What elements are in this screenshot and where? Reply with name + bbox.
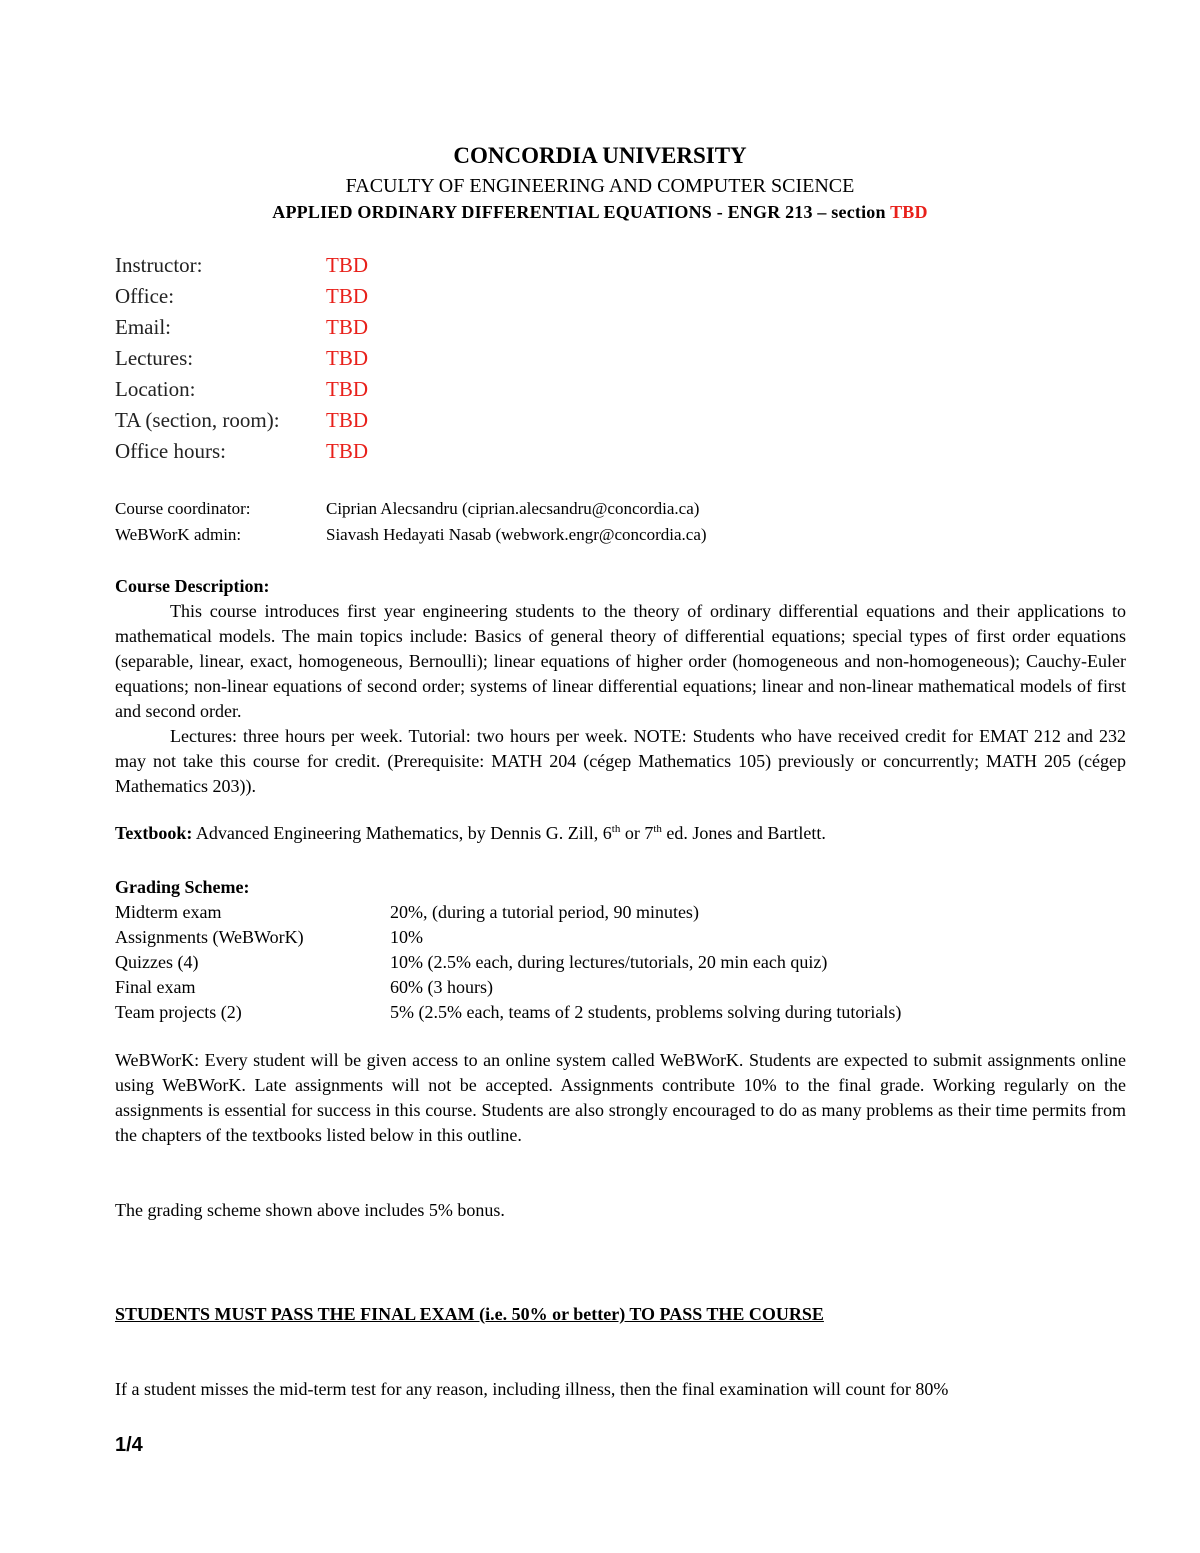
- info-value: TBD: [326, 377, 368, 401]
- grading-item: Midterm exam: [115, 902, 222, 922]
- grading-item: Assignments (WeBWorK): [115, 927, 304, 947]
- bonus-note: The grading scheme shown above includes 5% bonus.: [115, 1200, 505, 1220]
- grading-weight: 10% (2.5% each, during lectures/tutorials, 20 min each quiz): [390, 952, 828, 972]
- must-pass-notice: STUDENTS MUST PASS THE FINAL EXAM (i.e. 50% or better) TO PASS THE COURSE: [115, 1304, 824, 1324]
- grading-item: Team projects (2): [115, 1002, 242, 1022]
- textbook-line: [115, 821, 1126, 846]
- grading-weight: 20%, (during a tutorial period, 90 minutes): [390, 902, 699, 922]
- grading-row: [115, 900, 1115, 925]
- info-value: TBD: [326, 408, 368, 432]
- info-value: TBD: [326, 439, 368, 463]
- grading-weight: 10%: [390, 927, 423, 947]
- grading-item: Quizzes (4): [115, 952, 199, 972]
- course-description: [115, 574, 1126, 799]
- webwork-paragraph: WeBWorK: Every student will be given access to an online system called WeBWorK. Students are expected to submit assignments online using WeBWorK. Late assignments will not be accepted. Assignments contribute 10% to the final grade. Working regularly on the assignments is essential for success in this course. Students are also strongly encouraged to do as many problems as their time permits from the chapters of the textbooks listed below in this outline.: [115, 1050, 1126, 1145]
- grading-weight: 60% (3 hours): [390, 977, 493, 997]
- grading-row: [115, 1000, 1115, 1025]
- info-label: Office:: [115, 284, 175, 308]
- section-value: TBD: [890, 202, 928, 222]
- info-value: TBD: [326, 253, 368, 277]
- info-label: TA (section, room):: [115, 408, 280, 432]
- faculty-title: FACULTY OF ENGINEERING AND COMPUTER SCIENCE: [345, 175, 855, 197]
- university-title: CONCORDIA UNIVERSITY: [453, 143, 747, 168]
- contact-label: WeBWorK admin:: [115, 525, 242, 544]
- contact-row: [115, 522, 1115, 548]
- grading-row: [115, 925, 1115, 950]
- textbook-text: or 7: [620, 823, 654, 843]
- contact-value: Ciprian Alecsandru (ciprian.alecsandru@concordia.ca): [326, 499, 700, 518]
- info-label: Lectures:: [115, 346, 194, 370]
- textbook-text: Advanced Engineering Mathematics, by Dennis G. Zill, 6: [192, 823, 612, 843]
- prerequisite-paragraph: Lectures: three hours per week. Tutorial: two hours per week. NOTE: Students who have received credit for EMAT 212 and 232 may not take this course for credit. (Prerequisite: MATH 204 (cégep Mathematics 105) previously or concurrently; MATH 205 (cégep Mathematics 203)).: [115, 726, 1126, 796]
- course-title: [0, 202, 1200, 223]
- textbook-label: Textbook:: [115, 823, 193, 843]
- textbook-sup: th: [611, 823, 621, 835]
- info-label: Location:: [115, 377, 196, 401]
- contacts-block: [115, 496, 1115, 548]
- info-value: TBD: [326, 346, 368, 370]
- grading-row: [115, 950, 1115, 975]
- info-label: Instructor:: [115, 253, 203, 277]
- info-label: Office hours:: [115, 439, 226, 463]
- textbook-sup: th: [653, 823, 662, 835]
- page-number: 1/4: [115, 1434, 143, 1456]
- description-heading: Course Description:: [115, 576, 270, 596]
- contact-label: Course coordinator:: [115, 499, 251, 518]
- grading-weight: 5% (2.5% each, teams of 2 students, problems solving during tutorials): [390, 1002, 902, 1022]
- grading-item: Final exam: [115, 977, 196, 997]
- info-label: Email:: [115, 315, 171, 339]
- contact-value: Siavash Hedayati Nasab (webwork.engr@concordia.ca): [326, 525, 707, 544]
- course-title-text: APPLIED ORDINARY DIFFERENTIAL EQUATIONS - ENGR 213 – section: [272, 202, 886, 222]
- grading-row: [115, 975, 1115, 1000]
- midterm-note: If a student misses the mid-term test for any reason, including illness, then the final examination will count for 80%: [115, 1379, 949, 1399]
- description-paragraph: This course introduces first year engineering students to the theory of ordinary differential equations and their applications to mathematical models. The main topics include: Basics of general theory of differential equations; special types of first order equations (separable, linear, exact, homogeneous, Bernoulli); linear equations of higher order (homogeneous and non-homogeneous); Cauchy-Euler equations; non-linear equations of second order; systems of linear differential equations; linear and non-linear mathematical models of first and second order.: [115, 601, 1126, 721]
- textbook-text: ed. Jones and Bartlett.: [661, 823, 826, 843]
- grading-scheme: [115, 875, 1115, 1025]
- info-value: TBD: [326, 284, 368, 308]
- info-value: TBD: [326, 315, 368, 339]
- contact-row: [115, 496, 1115, 522]
- grading-heading: Grading Scheme:: [115, 877, 250, 897]
